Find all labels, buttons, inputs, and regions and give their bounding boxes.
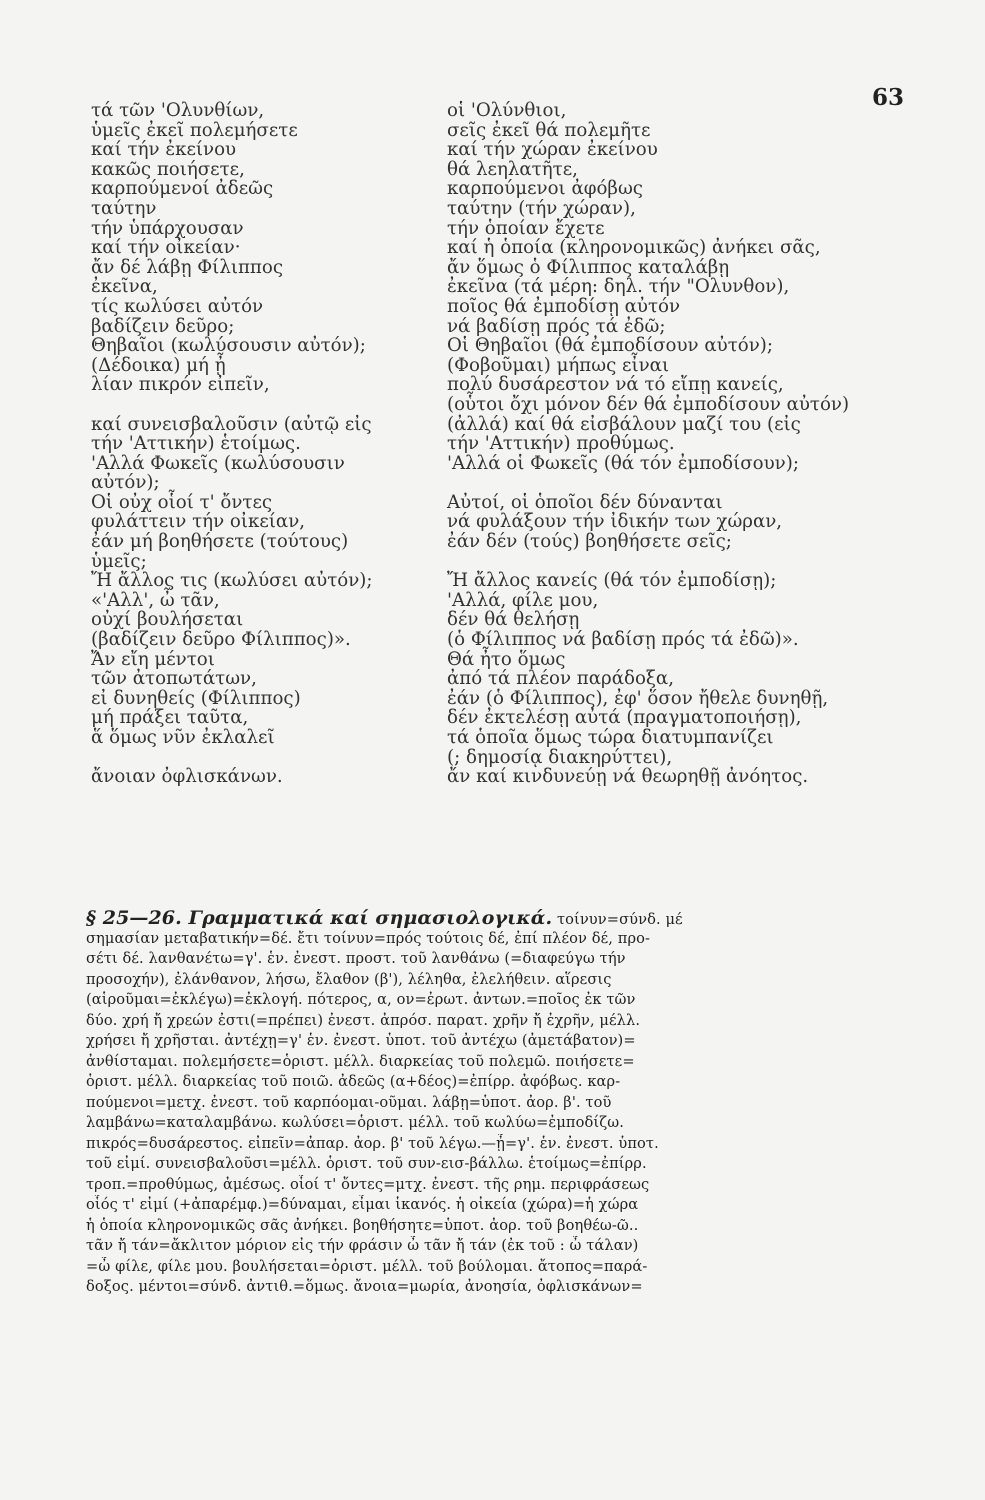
ancient-text-line: Οἱ οὐχ οἷοί τ' ὄντες	[91, 491, 273, 513]
translation-line: Ἤ ἄλλος κανείς (θά τόν ἐμποδίσῃ);	[447, 570, 777, 592]
translation-line: Οἱ Θηβαῖοι (θά ἐμποδίσουν αὐτόν);	[447, 335, 773, 357]
ancient-text-column	[91, 101, 431, 787]
page-number: 63	[872, 84, 905, 111]
translation-line: τήν 'Αττικήν) προθύμως.	[447, 433, 675, 455]
blank-line	[447, 473, 897, 493]
ancient-text-line: καί τήν ἐκείνου	[91, 139, 237, 161]
ancient-text-line: 'Αλλά Φωκεῖς (κωλύσουσιν	[91, 452, 345, 474]
translation-line: (οὗτοι ὄχι μόνον δέν θά ἐμποδίσουν αὐτόν)	[447, 393, 850, 415]
ancient-text-line: ἄνοιαν ὀφλισκάνων.	[91, 766, 283, 788]
translation-line: δέν θά θελήσῃ	[447, 609, 580, 631]
translation-line: ἐκεῖνα (τά μέρη: δηλ. τήν "Ολυνθον),	[447, 276, 790, 298]
note-line: προσοχήν), ἐλάνθανον, λήσω, ἔλαθον (β'), λέληθα, ἐλελήθειν. αἵρεσις	[86, 970, 612, 988]
note-line: =ὦ φίλε, φίλε μου. βουλήσεται=ὁριστ. μέλλ. τοῦ βούλομαι. ἄτοπος=παρά-	[86, 1257, 648, 1275]
note-line: τροπ.=προθύμως, ἀμέσως. οἷοί τ' ὄντες=μτχ. ἐνεστ. τῆς ρημ. περιφράσεως	[86, 1175, 650, 1193]
note-line: δύο. χρή ἤ χρεών ἐστι(=πρέπει) ἐνεστ. ἀπρόσ. παρατ. χρῆν ἤ ἐχρῆν, μέλλ.	[86, 1011, 641, 1029]
translation-line: δέν ἐκτελέσῃ αὐτά (πραγματοποιήσῃ),	[447, 707, 802, 729]
ancient-text-line: τήν 'Αττικήν) ἑτοίμως.	[91, 433, 301, 455]
translation-line: ἐάν (ὁ Φίλιππος), ἐφ' ὅσον ἤθελε δυνηθῇ,	[447, 687, 829, 709]
note-line: σημασίαν μεταβατικήν=δέ. ἔτι τοίνυν=πρός τούτοις δέ, ἐπί πλέον δέ, προ-	[86, 929, 651, 947]
ancient-text-line: τῶν ἀτοπωτάτων,	[91, 668, 257, 690]
ancient-text-line: ὑμεῖς;	[91, 550, 147, 572]
ancient-text-line: ἄν δέ λάβῃ Φίλιππος	[91, 256, 284, 278]
ancient-text-line: καί συνεισβαλοῦσιν (αὐτῷ εἰς	[91, 413, 372, 435]
blank-line	[91, 395, 431, 415]
translation-column	[447, 101, 897, 787]
ancient-text-line: τίς κωλύσει αὐτόν	[91, 295, 264, 317]
ancient-text-line: αὐτόν);	[91, 472, 160, 494]
note-line: πικρός=δυσάρεστος. εἰπεῖν=ἀπαρ. ἀορ. β' τοῦ λέγω.—ᾖ=γ'. ἑν. ἐνεστ. ὑποτ.	[86, 1134, 659, 1152]
translation-line: ἐάν δέν (τούς) βοηθήσετε σεῖς;	[447, 531, 732, 553]
note-line: τοῦ εἰμί. συνεισβαλοῦσι=μέλλ. ὁριστ. τοῦ συν-εισ-βάλλω. ἑτοίμως=ἐπίρρ.	[86, 1155, 647, 1172]
ancient-text-line: ἐκεῖνα,	[91, 276, 158, 298]
translation-line: (Φοβοῦμαι) μήπως εἶναι	[447, 354, 670, 376]
note-line: τᾶν ἤ τάν=ἄκλιτον μόριον εἰς τήν φράσιν ὦ τᾶν ἤ τάν (ἐκ τοῦ : ὦ τάλαν)	[86, 1237, 639, 1254]
translation-line: ἄν καί κινδυνεύῃ νά θεωρηθῇ ἀνόητος.	[447, 766, 809, 788]
ancient-text-line: Ἤ ἄλλος τις (κωλύσει αὐτόν);	[91, 570, 373, 592]
blank-line	[91, 748, 431, 768]
ancient-text-line: Ἄν εἴη μέντοι	[91, 648, 215, 670]
ancient-text-line: ἅ ὅμως νῦν ἐκλαλεῖ	[91, 727, 275, 748]
note-line: ὁριστ. μέλλ. διαρκείας τοῦ ποιῶ. ἀδεῶς (α+δέος)=ἐπίρρ. ἀφόβως. καρ-	[86, 1073, 621, 1090]
translation-line: θά λεηλατῆτε,	[447, 158, 578, 180]
translation-line: σεῖς ἐκεῖ θά πολεμῆτε	[447, 119, 651, 141]
ancient-text-line: (Δέδοικα) μή ᾖ	[91, 354, 226, 376]
ancient-text-line: (βαδίζειν δεῦρο Φίλιππος)».	[91, 629, 351, 651]
note-line: ἀνθίσταμαι. πολεμήσετε=ὁριστ. μέλλ. διαρκείας τοῦ πολεμῶ. ποιήσετε=	[86, 1052, 635, 1070]
translation-line: νά φυλάξουν τήν ἰδικήν των χώραν,	[447, 511, 783, 533]
ancient-text-line: ἐάν μή βοηθήσετε (τούτους)	[91, 531, 349, 553]
ancient-text-line: καί τήν οἰκείαν·	[91, 237, 241, 259]
notes-heading: § 25—26. Γραμματικά καί σημασιολογικά.	[86, 908, 553, 929]
translation-line: νά βαδίσῃ πρός τά ἐδῶ;	[447, 315, 666, 337]
ancient-text-line: «'Αλλ', ὦ τᾶν,	[91, 589, 220, 611]
notes-heading-line	[86, 908, 898, 929]
translation-line: ἀπό τά πλέον παράδοξα,	[447, 668, 674, 690]
ancient-text-line: κακῶς ποιήσετε,	[91, 158, 245, 180]
translation-line: καί τήν χώραν ἐκείνου	[447, 139, 658, 161]
note-line: δοξος. μέντοι=σύνδ. ἀντιθ.=ὅμως. ἄνοια=μωρία, ἀνοησία, ὀφλισκάνων=	[86, 1278, 643, 1295]
ancient-text-line: Θηβαῖοι (κωλύσουσιν αὐτόν);	[91, 335, 366, 357]
note-line: (αἱροῦμαι=ἐκλέγω)=ἐκλογή. πότερος, α, ον=ἐρωτ. ἀντων.=ποῖος ἐκ τῶν	[86, 991, 636, 1008]
ancient-text-line: τήν ὑπάρχουσαν	[91, 217, 244, 239]
ancient-text-line: μή πράξει ταῦτα,	[91, 707, 249, 729]
translation-line: οἱ 'Ολύνθιοι,	[447, 100, 567, 121]
translation-line: (ὁ Φίλιππος νά βαδίσῃ πρός τά ἐδῶ)».	[447, 629, 799, 651]
note-line: οἷός τ' εἰμί (+ἀπαρέμφ.)=δύναμαι, εἶμαι ἱκανός. ἡ οἰκεία (χώρα)=ἡ χώρα	[86, 1196, 639, 1213]
ancient-text-line: φυλάττειν τήν οἰκείαν,	[91, 511, 306, 533]
ancient-text-line: εἰ δυνηθείς (Φίλιππος)	[91, 687, 301, 709]
translation-line: 'Αλλά οἱ Φωκεῖς (θά τόν ἐμποδίσουν);	[447, 452, 799, 474]
translation-line: καί ἡ ὁποία (κληρονομικῶς) ἀνήκει σᾶς,	[447, 237, 821, 259]
note-line: χρήσει ἤ χρῆσται. ἀντέχῃ=γ' ἑν. ἐνεστ. ὑποτ. τοῦ ἀντέχω (ἀμετάβατον)=	[86, 1032, 636, 1049]
ancient-text-line: τά τῶν 'Ολυνθίων,	[91, 100, 265, 121]
grammar-notes	[86, 908, 898, 1298]
translation-line: Θά ἦτο ὅμως	[447, 648, 566, 670]
translation-line: τά ὁποῖα ὅμως τώρα διατυμπανίζει	[447, 727, 774, 748]
note-line: σέτι δέ. λανθανέτω=γ'. ἑν. ἐνεστ. προστ. τοῦ λανθάνω (=διαφεύγω τήν	[86, 950, 626, 967]
ancient-text-line: καρπούμενοί ἀδεῶς	[91, 178, 274, 200]
notes-heading-rest: τοίνυν=σύνδ. μέ	[556, 911, 683, 928]
translation-line: ποῖος θά ἐμποδίσῃ αὐτόν	[447, 295, 681, 317]
translation-line: καρπούμενοι ἀφόβως	[447, 178, 643, 200]
note-line: ἡ ὁποία κληρονομικῶς σᾶς ἀνήκει. βοηθήσητε=ὑποτ. ἀορ. τοῦ βοηθέω-ῶ..	[86, 1216, 639, 1234]
ancient-text-line: λίαν πικρόν εἰπεῖν,	[91, 374, 270, 396]
ancient-text-line: οὐχί βουλήσεται	[91, 609, 244, 631]
note-line: λαμβάνω=καταλαμβάνω. κωλύσει=ὁριστ. μέλλ. τοῦ κωλύω=ἐμποδίζω.	[86, 1114, 624, 1131]
translation-line: τήν ὁποίαν ἔχετε	[447, 217, 605, 239]
ancient-text-line: βαδίζειν δεῦρο;	[91, 315, 235, 337]
translation-line: (; δημοσίᾳ διακηρύττει),	[447, 746, 673, 768]
notes-body	[86, 929, 898, 1298]
translation-line: ταύτην (τήν χώραν),	[447, 197, 636, 219]
translation-line: πολύ δυσάρεστον νά τό εἴπῃ κανείς,	[447, 374, 784, 396]
ancient-text-line: ὑμεῖς ἐκεῖ πολεμήσετε	[91, 119, 298, 141]
ancient-text-line: ταύτην	[91, 197, 157, 219]
translation-line: (ἀλλά) καί θά εἰσβάλουν μαζί του (εἰς	[447, 413, 801, 435]
translation-line: ἄν ὅμως ὁ Φίλιππος καταλάβῃ	[447, 256, 730, 278]
note-line: πούμενοι=μετχ. ἐνεστ. τοῦ καρπόομαι-οῦμαι. λάβῃ=ὑποτ. ἀορ. β'. τοῦ	[86, 1093, 612, 1111]
translation-line: Αὐτοί, οἱ ὁποῖοι δέν δύνανται	[447, 491, 723, 513]
blank-line	[447, 552, 897, 572]
translation-line: 'Αλλά, φίλε μου,	[447, 589, 599, 611]
